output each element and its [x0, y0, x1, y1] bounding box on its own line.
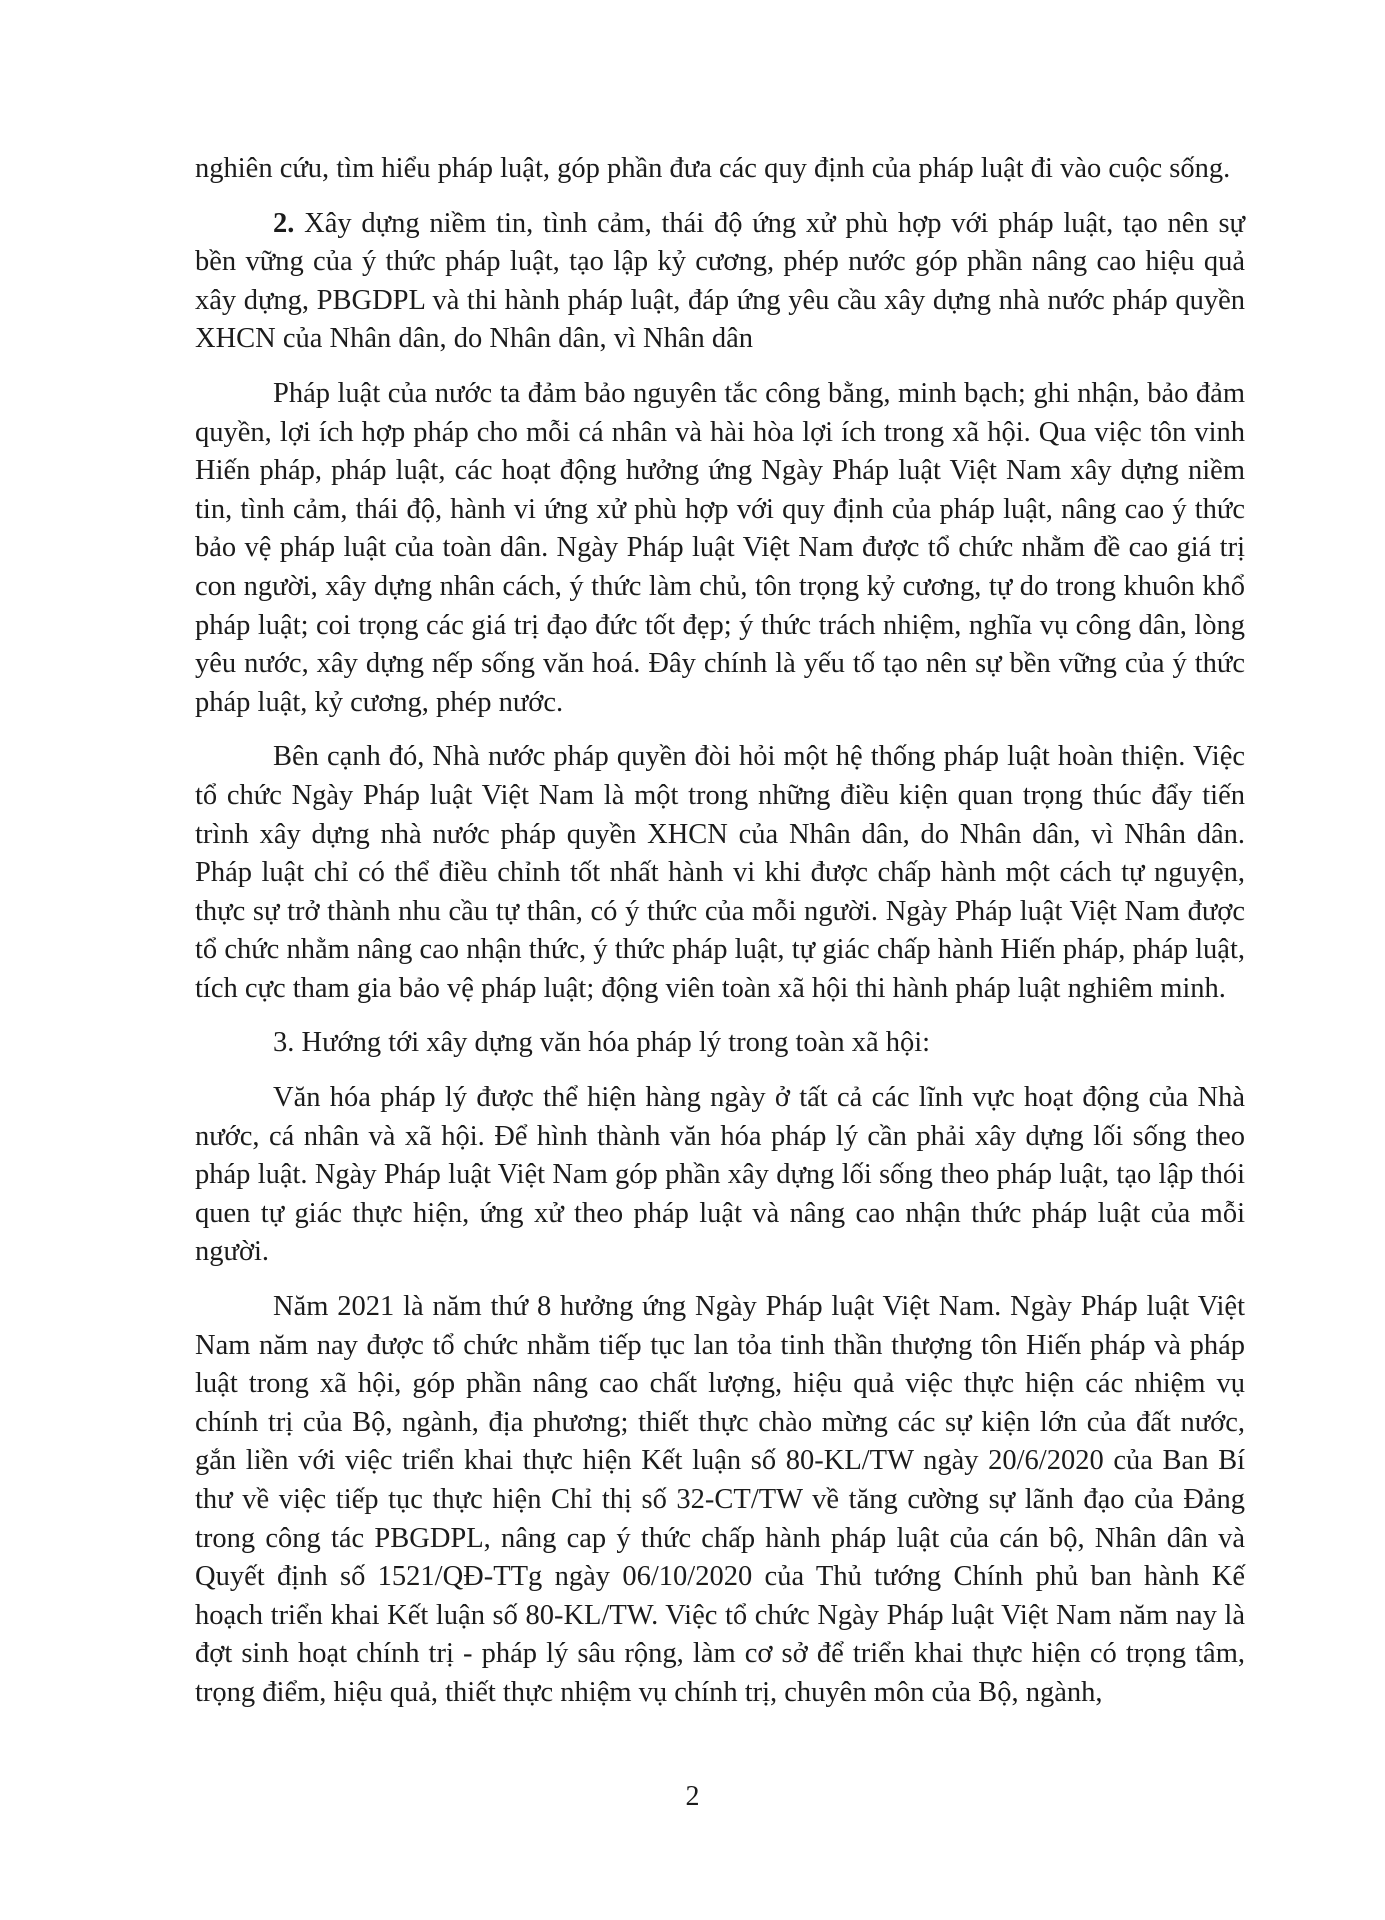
- paragraph: Văn hóa pháp lý được thể hiện hàng ngày ở tất cả các lĩnh vực hoạt động của Nhà nước, cá nhân và xã hội. Để hình thành văn hóa pháp lý cần phải xây dựng lối sống theo pháp luật. Ngày Pháp luật Việt Nam góp phần xây dựng lối sống theo pháp luật, tạo lập thói quen tự giác thực hiện, ứng xử theo pháp luật và nâng cao nhận thức pháp luật của mỗi người.: [195, 1082, 1245, 1268]
- section-heading-text: Xây dựng niềm tin, tình cảm, thái độ ứng xử phù hợp với pháp luật, tạo nên sự bền vững của ý thức pháp luật, tạo lập kỷ cương, phép nước góp phần nâng cao hiệu quả xây dựng, PBGDPL và thi hành pháp luật, đáp ứng yêu cầu xây dựng nhà nước pháp quyền XHCN của Nhân dân, do Nhân dân, vì Nhân dân: [195, 207, 1245, 355]
- section-heading-2: [195, 205, 1245, 359]
- paragraph: Năm 2021 là năm thứ 8 hưởng ứng Ngày Pháp luật Việt Nam. Ngày Pháp luật Việt Nam năm nay được tổ chức nhằm tiếp tục lan tỏa tinh thần thượng tôn Hiến pháp và pháp luật trong xã hội, góp phần nâng cao chất lượng, hiệu quả việc thực hiện các nhiệm vụ chính trị của Bộ, ngành, địa phương; thiết thực chào mừng các sự kiện lớn của đất nước, gắn liền với việc triển khai thực hiện Kết luận số 80-KL/TW ngày 20/6/2020 của Ban Bí thư về việc tiếp tục thực hiện Chỉ thị số 32-CT/TW về tăng cường sự lãnh đạo của Đảng trong công tác PBGDPL, nâng cap ý thức chấp hành pháp luật của cán bộ, Nhân dân và Quyết định số 1521/QĐ-TTg ngày 06/10/2020 của Thủ tướng Chính phủ ban hành Kế hoạch triển khai Kết luận số 80-KL/TW. Việc tổ chức Ngày Pháp luật Việt Nam năm nay là đợt sinh hoạt chính trị - pháp lý sâu rộng, làm cơ sở để triển khai thực hiện có trọng tâm, trọng điểm, hiệu quả, thiết thực nhiệm vụ chính trị, chuyên môn của Bộ, ngành,: [195, 1291, 1245, 1708]
- section-number: 2.: [273, 207, 295, 239]
- page-number: 2: [685, 1781, 700, 1812]
- document-body: [195, 150, 1245, 1729]
- paragraph-continuation: nghiên cứu, tìm hiểu pháp luật, góp phần đưa các quy định của pháp luật đi vào cuộc sống.: [195, 153, 1231, 184]
- paragraph: Pháp luật của nước ta đảm bảo nguyên tắc công bằng, minh bạch; ghi nhận, bảo đảm quyền, lợi ích hợp pháp cho mỗi cá nhân và hài hòa lợi ích trong xã hội. Qua việc tôn vinh Hiến pháp, pháp luật, các hoạt động hưởng ứng Ngày Pháp luật Việt Nam xây dựng niềm tin, tình cảm, thái độ, hành vi ứng xử phù hợp với quy định của pháp luật, nâng cao ý thức bảo vệ pháp luật của toàn dân. Ngày Pháp luật Việt Nam được tổ chức nhằm đề cao giá trị con người, xây dựng nhân cách, ý thức làm chủ, tôn trọng kỷ cương, tự do trong khuôn khổ pháp luật; coi trọng các giá trị đạo đức tốt đẹp; ý thức trách nhiệm, nghĩa vụ công dân, lòng yêu nước, xây dựng nếp sống văn hoá. Đây chính là yếu tố tạo nên sự bền vững của ý thức pháp luật, kỷ cương, phép nước.: [195, 377, 1245, 718]
- paragraph: Bên cạnh đó, Nhà nước pháp quyền đòi hỏi một hệ thống pháp luật hoàn thiện. Việc tổ chức Ngày Pháp luật Việt Nam là một trong những điều kiện quan trọng thúc đẩy tiến trình xây dựng nhà nước pháp quyền XHCN của Nhân dân, do Nhân dân, vì Nhân dân. Pháp luật chỉ có thể điều chỉnh tốt nhất hành vi khi được chấp hành một cách tự nguyện, thực sự trở thành nhu cầu tự thân, có ý thức của mỗi người. Ngày Pháp luật Việt Nam được tổ chức nhằm nâng cao nhận thức, ý thức pháp luật, tự giác chấp hành Hiến pháp, pháp luật, tích cực tham gia bảo vệ pháp luật; động viên toàn xã hội thi hành pháp luật nghiêm minh.: [195, 741, 1245, 1004]
- section-heading-text: Hướng tới xây dựng văn hóa pháp lý trong toàn xã hội:: [294, 1027, 931, 1059]
- section-heading-3: [195, 1024, 1245, 1063]
- section-number: 3.: [273, 1027, 295, 1059]
